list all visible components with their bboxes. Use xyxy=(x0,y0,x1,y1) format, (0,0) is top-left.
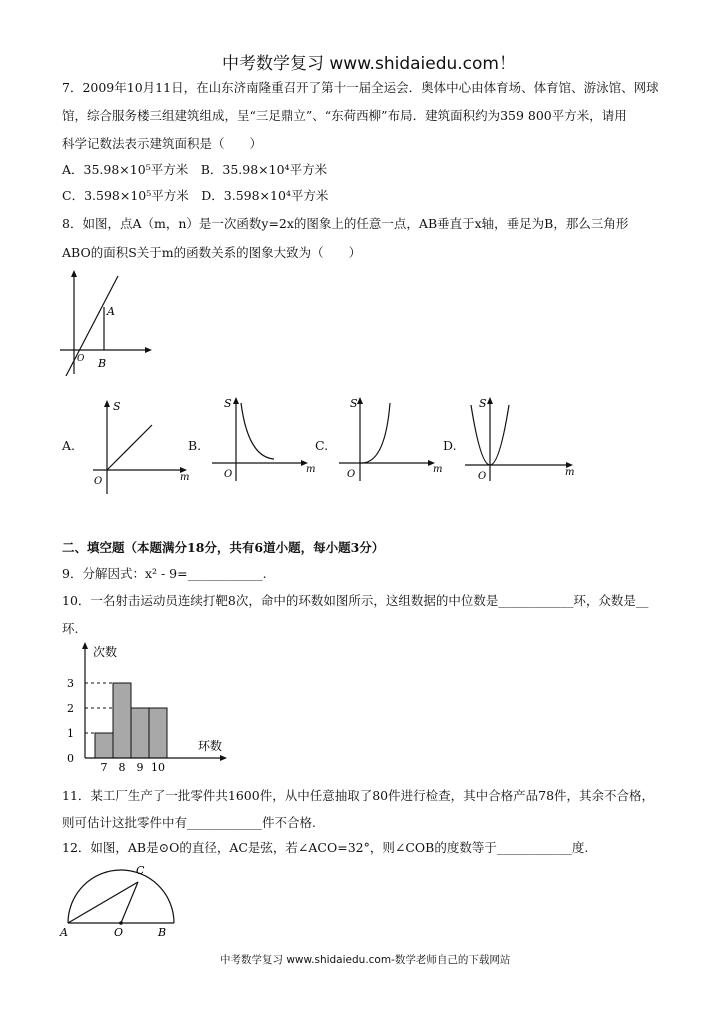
q10-bar-chart xyxy=(55,642,235,777)
q7-options-ab: A．35.98×10⁵平方米 B．35.98×10⁴平方米 xyxy=(62,162,328,177)
q11-line-1: 11．某工厂生产了一批零件共1600件，从中任意抽取了80件进行检查，其中合格产品78件，其余不合格， xyxy=(62,788,655,803)
q7-line-2: 馆，综合服务楼三组建筑组成，呈“三足鼎立”、“东荷西柳”布局．建筑面积约为359 800平方米，请用 xyxy=(62,108,627,123)
q8-option-b-letter: B. xyxy=(188,438,202,453)
q7-options-cd: C．3.598×10⁵平方米 D．3.598×10⁴平方米 xyxy=(62,188,329,203)
q10-chart-bar xyxy=(131,708,149,758)
q12-fig-radius-oc xyxy=(121,882,138,923)
q10-chart-ylabel: 次数 xyxy=(93,645,118,659)
q12-semicircle-figure xyxy=(60,860,180,940)
q8-fig-label-o: O xyxy=(77,354,85,364)
q12-fig-label-c: C xyxy=(136,864,145,877)
q8-fig-x-arrow xyxy=(145,347,152,353)
q10-chart-xlabel: 环数 xyxy=(198,739,223,753)
q10-chart-bar xyxy=(113,683,131,758)
q8-option-c-curve xyxy=(360,403,390,463)
q8-option-c-letter: C. xyxy=(315,438,329,453)
page-footer: 中考数学复习 www.shidaiedu.com-数学老师自己的下载网站 xyxy=(220,954,511,966)
q8-fig-label-a: A xyxy=(107,305,115,318)
q8-option-a-ylabel: S xyxy=(113,400,121,413)
q8-option-a-graph xyxy=(90,398,190,496)
q8-linear-function-figure xyxy=(60,270,155,380)
q8-option-c-xlabel: m xyxy=(433,464,443,475)
q10-chart-xtick: 8 xyxy=(118,761,126,774)
q8-option-d-ylabel: S xyxy=(479,397,487,410)
q8-option-c-graph xyxy=(335,395,443,485)
q10-chart-ytick: 2 xyxy=(67,702,74,715)
section-2-title: 二、填空题（本题满分18分，共有6道小题，每小题3分） xyxy=(62,540,385,555)
q10-chart-xtick: 9 xyxy=(136,761,144,774)
q8-option-a-xlabel: m xyxy=(180,472,190,483)
q12-fig-center-dot xyxy=(119,921,123,925)
q7-line-1: 7．2009年10月11日，在山东济南隆重召开了第十一届全运会．奥体中心由体育场、体育馆、游泳馆、网球 xyxy=(62,80,659,95)
q8-option-c-ylabel: S xyxy=(350,397,358,410)
q8-option-a-curve xyxy=(107,425,152,470)
q8-line-1: 8．如图，点A（m，n）是一次函数y=2x的图象上的任意一点，AB垂直于x轴，垂足为B，那么三角形 xyxy=(62,216,629,231)
q8-option-a-letter: A. xyxy=(62,438,76,453)
q10-chart-bar xyxy=(95,733,113,758)
q12-fig-arc xyxy=(68,870,174,923)
q8-fig-label-b: B xyxy=(98,357,107,370)
q10-chart-bar xyxy=(149,708,167,758)
q8-option-c-origin: O xyxy=(347,469,356,480)
q8-option-b-origin: O xyxy=(224,469,233,480)
q9-text: 9．分解因式：x² - 9=____________. xyxy=(62,566,267,581)
q12-line-1: 12．如图，AB是⊙O的直径，AC是弦，若∠ACO=32°，则∠COB的度数等于____________度. xyxy=(62,840,589,855)
q8-option-d-origin: O xyxy=(478,471,487,482)
q8-option-d-graph xyxy=(465,395,580,485)
q12-fig-chord-ac xyxy=(68,882,138,923)
q8-option-a-origin: O xyxy=(94,476,103,487)
q12-fig-label-a: A xyxy=(60,926,68,939)
page-header: 中考数学复习 www.shidaiedu.com！ xyxy=(222,54,516,74)
q8-option-b-xlabel: m xyxy=(306,464,316,475)
q10-chart-ytick: 1 xyxy=(67,727,74,740)
q12-fig-label-o: O xyxy=(114,926,124,939)
q10-line-2: 环. xyxy=(62,621,79,636)
q7-line-3: 科学记数法表示建筑面积是（ ） xyxy=(62,136,263,151)
q8-option-b-graph xyxy=(208,395,316,485)
q10-chart-xtick: 10 xyxy=(151,761,165,774)
q10-chart-xtick: 7 xyxy=(100,761,108,774)
q8-option-b-ylabel: S xyxy=(224,397,232,410)
q10-chart-ytick: 3 xyxy=(67,677,74,690)
q8-option-b-curve xyxy=(241,403,274,459)
q12-fig-label-b: B xyxy=(158,926,167,939)
q10-chart-ytick: 0 xyxy=(67,752,74,765)
q11-line-2: 则可估计这批零件中有____________件不合格. xyxy=(62,815,316,830)
q8-option-d-xlabel: m xyxy=(565,467,575,478)
q8-option-d-letter: D. xyxy=(443,438,457,453)
q10-chart-x-arrow xyxy=(220,755,227,761)
q8-line-2: ABO的面积S关于m的函数关系的图象大致为（ ） xyxy=(62,245,362,260)
q8-fig-y-arrow xyxy=(71,270,77,277)
q10-line-1: 10．一名射击运动员连续打靶8次，命中的环数如图所示，这组数据的中位数是____________环，众数是__ xyxy=(62,593,649,608)
q10-chart-y-arrow xyxy=(82,642,88,649)
